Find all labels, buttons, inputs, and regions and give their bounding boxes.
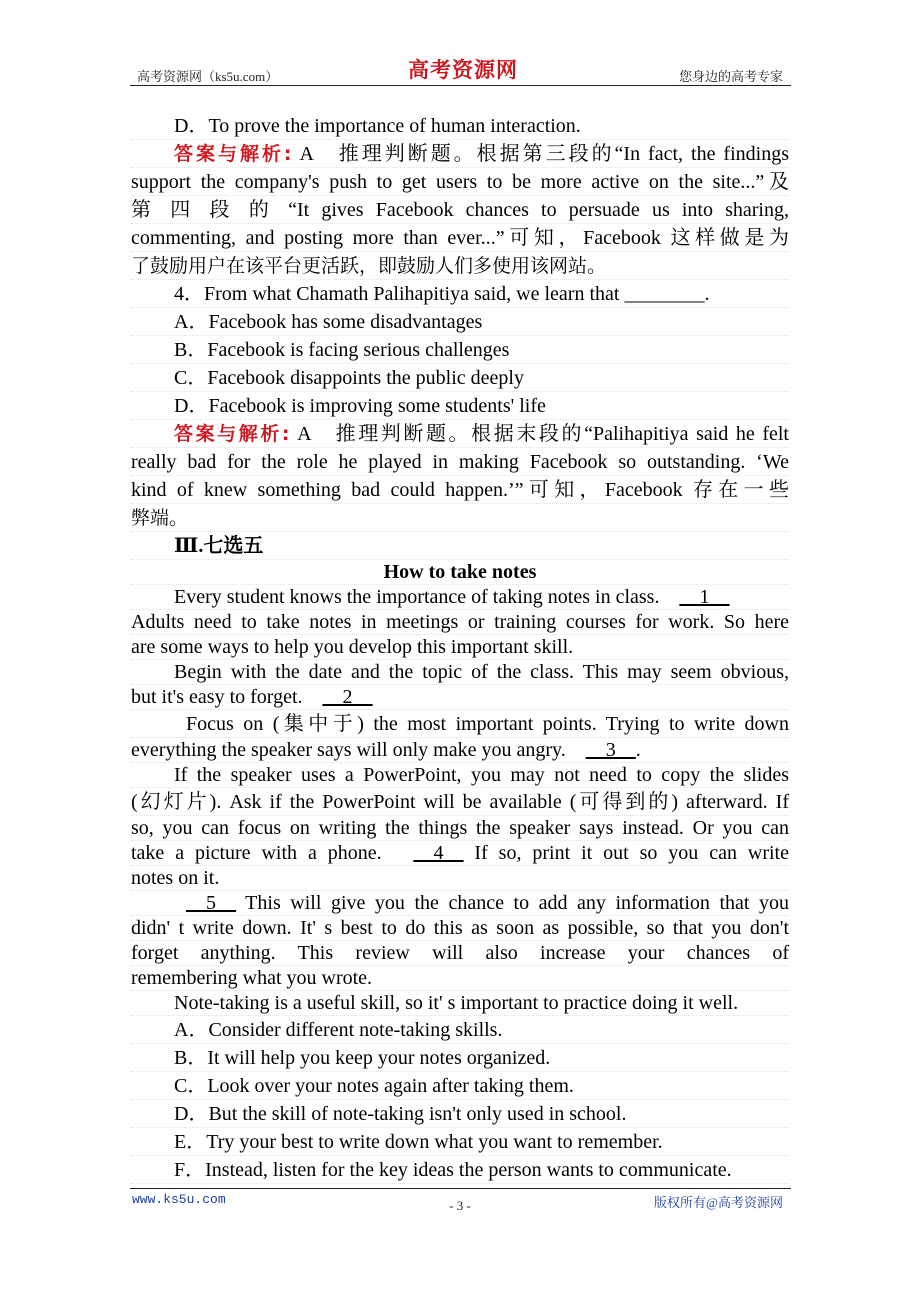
- p4-text-b: If so, print it out so you can write: [463, 842, 789, 864]
- header-slogan: 您身边的高考专家: [678, 69, 783, 84]
- p4-line-2: (幻灯片). Ask if the PowerPoint will be available (可得到的) afterward. If: [131, 788, 789, 816]
- p3-end: .: [635, 739, 641, 761]
- q3-answer-line-1: [131, 140, 789, 168]
- option-e: E．Try your best to write down what you want to remember.: [131, 1128, 789, 1156]
- p1-line-3: are some ways to help you develop this important skill.: [131, 635, 789, 660]
- p1-text: Every student knows the importance of taking notes in class.: [174, 586, 680, 608]
- option-c: C．Look over your notes again after taking them.: [131, 1072, 789, 1100]
- p2-line-2: [131, 685, 789, 710]
- p2-text: but it's easy to forget.: [131, 686, 323, 708]
- p5-line-3: forget anything. This review will also increase your chances of: [131, 942, 789, 964]
- p3-line-1: Focus on (集中于) the most important points. Trying to write down: [131, 710, 789, 738]
- p1-line-1: [131, 585, 789, 610]
- section-heading: Ⅲ.七选五: [131, 532, 789, 560]
- passage-title: How to take notes: [131, 560, 789, 585]
- q3-answer-line-4: commenting, and posting more than ever...”可知，Facebook 这样做是为: [131, 224, 789, 252]
- blank-1: __1__: [679, 586, 730, 608]
- q3-answer-line-3: 第 四 段 的 “It gives Facebook chances to persuade us into sharing,: [131, 196, 789, 224]
- p4-text-a: take a picture with a phone.: [131, 842, 414, 864]
- footer-divider: [130, 1188, 791, 1189]
- q3-answer-line-5: 了鼓励用户在该平台更活跃，即鼓励人们多使用该网站。: [131, 252, 789, 280]
- p2-line-1: Begin with the date and the topic of the class. This may seem obvious,: [131, 660, 789, 685]
- footer-copyright: 版权所有@高考资源网: [654, 1195, 783, 1210]
- header-logo: 高考资源网: [408, 57, 518, 82]
- q3-answer-line-2: support the company's push to get users to be more active on the site...”及: [131, 168, 789, 196]
- q4-answer-text: A 推理判断题。根据末段的“Palihapitiya said he felt: [289, 423, 789, 445]
- option-b: B．It will help you keep your notes organized.: [131, 1044, 789, 1072]
- header-source: 高考资源网（ks5u.com）: [137, 69, 279, 84]
- p5-line-4: remembering what you wrote.: [131, 966, 789, 991]
- p5-line-2: didn' t write down. It' s best to do this as soon as possible, so that you don't: [131, 917, 789, 939]
- option-d: D．But the skill of note-taking isn't only used in school.: [131, 1100, 789, 1128]
- q3-answer-label: 答案与解析:: [174, 143, 292, 165]
- p4-line-1: If the speaker uses a PowerPoint, you may not need to copy the slides: [131, 763, 789, 788]
- p4-line-4: [131, 841, 789, 866]
- q3-option-d: D．To prove the importance of human interaction.: [131, 112, 789, 140]
- p3-line-2: [131, 738, 789, 763]
- p1-line-2: Adults need to take notes in meetings or training courses for work. So here: [131, 611, 789, 633]
- p5-line-1: [131, 891, 789, 916]
- q4-option-b: B．Facebook is facing serious challenges: [131, 336, 789, 364]
- blank-3: __3__: [585, 739, 636, 761]
- q4-answer-line-3: kind of knew something bad could happen.’”可知，Facebook 存在一些: [131, 476, 789, 504]
- q4-option-a: A．Facebook has some disadvantages: [131, 308, 789, 336]
- q4-option-c: C．Facebook disappoints the public deeply: [131, 364, 789, 392]
- footer-website: www.ks5u.com: [132, 1192, 226, 1207]
- page-number: - 3 -: [449, 1198, 471, 1213]
- blank-2: __2__: [322, 686, 373, 708]
- q4-option-d: D．Facebook is improving some students' life: [131, 392, 789, 420]
- q4-answer-label: 答案与解析:: [174, 423, 290, 445]
- option-f: F．Instead, listen for the key ideas the person wants to communicate.: [131, 1156, 789, 1184]
- p5-text: This will give you the chance to add any information that you: [236, 892, 789, 914]
- header-divider: [130, 85, 791, 86]
- q4-answer-line-4: 弊端。: [131, 504, 789, 532]
- option-a: A．Consider different note-taking skills.: [131, 1016, 789, 1044]
- p3-text: everything the speaker says will only make you angry.: [131, 739, 586, 761]
- q4-stem: 4．From what Chamath Palihapitiya said, we learn that ________.: [131, 280, 789, 308]
- q3-answer-text: A 推理判断题。根据第三段的“In fact, the findings: [291, 143, 789, 165]
- blank-5: __5__: [186, 892, 236, 914]
- document-body: [131, 112, 789, 1184]
- q4-answer-line-1: [131, 420, 789, 448]
- p4-line-3: so, you can focus on writing the things the speaker says instead. Or you can: [131, 817, 789, 839]
- blank-4: __4__: [413, 842, 464, 864]
- p4-line-5: notes on it.: [131, 866, 789, 891]
- q4-answer-line-2: really bad for the role he played in making Facebook so outstanding. ‘We: [131, 448, 789, 476]
- p6-line: Note-taking is a useful skill, so it' s important to practice doing it well.: [131, 991, 789, 1016]
